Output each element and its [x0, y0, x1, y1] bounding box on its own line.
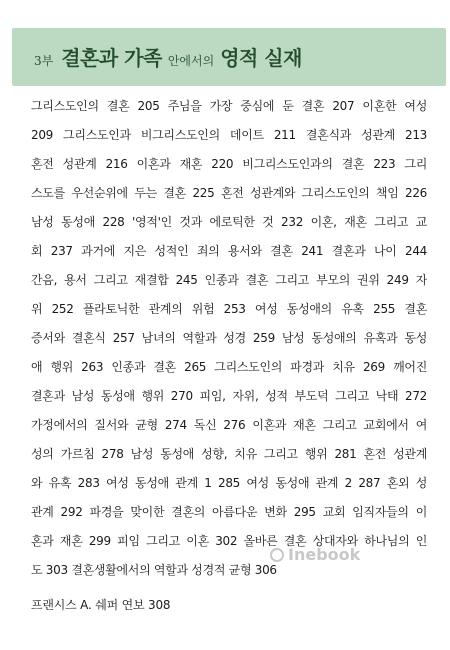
toc-line: 혼과 재혼 299 피임 그리고 이혼 302 올바른 결혼 상대자와 하나님의 인 — [31, 534, 427, 548]
toc-line: 결혼과 남성 동성애 행위 270 피임, 자위, 성적 부도덕 그리고 낙태 272 — [31, 389, 427, 403]
part-header-band — [12, 28, 446, 86]
toc-line: 남성 동성애 228 '영적'인 것과 에로틱한 것 232 이혼, 재혼 그리고 교 — [31, 215, 427, 229]
part-header — [34, 42, 436, 72]
toc-line: 애 행위 263 인종과 결혼 265 그리스도인의 파경과 치유 269 깨어진 — [31, 360, 427, 374]
toc-line: 스도를 우선순위에 두는 결혼 225 혼전 성관계와 그리스도인의 책임 226 — [31, 186, 427, 200]
toc-line: 혼전 성관계 216 이혼과 재혼 220 비그리스도인과의 결혼 223 그리 — [31, 157, 427, 171]
toc-line: 도 303 결혼생활에서의 역할과 성경적 균형 306 — [31, 563, 277, 577]
watermark-text: Inebook — [288, 545, 361, 564]
toc-line: 회 237 과거에 지은 성적인 죄의 용서와 결혼 241 결혼과 나이 244 — [31, 244, 427, 258]
toc-line: 성의 가르침 278 남성 동성애 성향, 치유 그리고 행위 281 혼전 성관계 — [31, 447, 427, 461]
toc-line: 가정에서의 질서와 균형 274 독신 276 이혼과 재혼 그리고 교회에서 여 — [31, 418, 427, 432]
watermark — [270, 545, 360, 564]
toc-line: 와 유혹 283 여성 동성애 관계 1 285 여성 동성애 관계 2 287 혼외 성 — [31, 476, 427, 490]
toc-line: 그리스도인의 결혼 205 주님을 가장 중심에 둔 결혼 207 이혼한 여성 — [31, 99, 427, 113]
toc-line: 간음, 용서 그리고 재결합 245 인종과 결혼 그리고 부모의 권위 249 자 — [31, 273, 427, 287]
part-title-main: 결혼과 가족 — [61, 46, 162, 70]
table-of-contents — [31, 92, 427, 585]
part-number: 3부 — [34, 54, 54, 68]
toc-line: 증서와 결혼식 257 남녀의 역할과 성경 259 남성 동성애의 유혹과 동성 — [31, 331, 427, 345]
watermark-logo-icon — [270, 548, 284, 562]
toc-line: 209 그리스도인과 비그리스도인의 데이트 211 결혼식과 성관계 213 — [31, 128, 427, 142]
appendix-entry: 프랜시스 A. 쉐퍼 연보 308 — [31, 598, 171, 612]
toc-line: 관계 292 파경을 맞이한 결혼의 아름다운 변화 295 교회 임직자들의 이 — [31, 505, 427, 519]
toc-line: 위 252 플라토닉한 관계의 위험 253 여성 동성애의 유혹 255 결혼 — [31, 302, 427, 316]
part-title-end: 영적 실재 — [220, 46, 302, 70]
part-title-connector: 안에서의 — [167, 54, 215, 68]
